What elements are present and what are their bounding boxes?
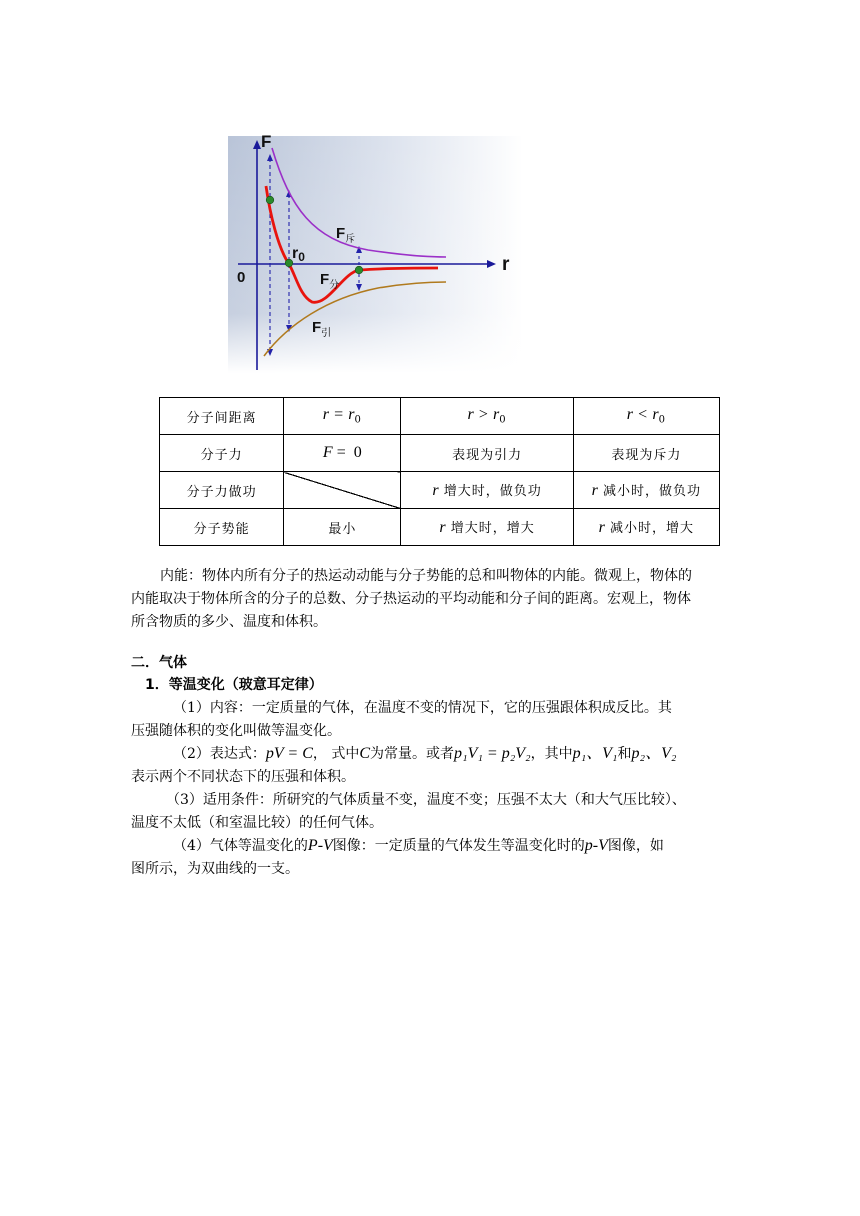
internal-energy-line-1: 内能：物体内所有分子的热运动动能与分子势能的总和叫物体的内能。微观上，物体的 bbox=[160, 568, 692, 584]
item4-line-2: 图所示，为双曲线的一支。 bbox=[131, 861, 299, 877]
net-force-label: $F_分$ bbox=[320, 271, 340, 291]
table-cell: 表现为引力 bbox=[401, 435, 573, 472]
table-cell: 分子势能 bbox=[160, 509, 284, 546]
origin-label: 0 bbox=[237, 269, 246, 286]
item1-line-1: （1）内容：一定质量的气体，在温度不变的情况下，它的压强跟体积成反比。其 bbox=[173, 700, 672, 716]
table-cell: $r < r_0$ bbox=[573, 398, 719, 435]
table-cell: $r = r_0$ bbox=[284, 398, 401, 435]
item2-line-1: （2）表达式：pV = C， 式中C为常量。或者p₁V₁ = p₂V₂，其中p₁、V₁和p₂、V₂ bbox=[173, 745, 677, 762]
attractive-force-label: $F_引$ bbox=[312, 319, 332, 339]
item4-line-1: （4）气体等温变化的P-V图像：一定质量的气体发生等温变化时的p-V图像，如 bbox=[173, 837, 664, 854]
point-right bbox=[355, 266, 363, 274]
item1-line-2: 压强随体积的变化叫做等温变化。 bbox=[131, 723, 341, 739]
x-axis-label: r bbox=[502, 254, 510, 275]
table-cell-empty bbox=[284, 472, 401, 509]
molecular-force-figure bbox=[228, 128, 523, 373]
internal-energy-line-2: 内能取决于物体所含的分子的总数、分子热运动的平均动能和分子间的距离。宏观上，物体 bbox=[131, 591, 691, 607]
table-row bbox=[160, 435, 720, 472]
table-cell: 分子力做功 bbox=[160, 472, 284, 509]
formula-pv-c: pV = C bbox=[265, 745, 313, 762]
table-row bbox=[160, 509, 720, 546]
table-cell: r 减小时，增大 bbox=[573, 509, 719, 546]
formula-boyle: p₁V₁ = p₂V₂ bbox=[454, 745, 531, 762]
item3-line-2: 温度不太低（和室温比较）的任何气体。 bbox=[131, 815, 383, 831]
table-cell: 分子间距离 bbox=[160, 398, 284, 435]
point-upper bbox=[266, 196, 274, 204]
y-axis-label: F bbox=[261, 132, 272, 151]
internal-energy-line-3: 所含物质的多少、温度和体积。 bbox=[131, 614, 327, 630]
table-cell: r 增大时，增大 bbox=[401, 509, 573, 546]
item3-line-1: （3）适用条件：所研究的气体质量不变，温度不变；压强不太大（和大气压比较）、 bbox=[166, 792, 686, 808]
section-title: 二．气体 bbox=[131, 655, 187, 671]
subsection-title: 1．等温变化（玻意耳定律） bbox=[145, 677, 323, 693]
table-cell: 分子力 bbox=[160, 435, 284, 472]
molecular-force-table bbox=[159, 397, 720, 546]
table-cell: 最小 bbox=[284, 509, 401, 546]
table-row bbox=[160, 472, 720, 509]
r0-label: r0 bbox=[292, 245, 305, 264]
table-cell: $r > r_0$ bbox=[401, 398, 573, 435]
table-cell: r 减小时，做负功 bbox=[573, 472, 719, 509]
table-row bbox=[160, 398, 720, 435]
table-cell: F = 0 bbox=[284, 435, 401, 472]
repulsive-force-label: $F_斥$ bbox=[336, 225, 356, 245]
table-cell: r 增大时，做负功 bbox=[401, 472, 573, 509]
table-cell: 表现为斥力 bbox=[573, 435, 719, 472]
item2-line-2: 表示两个不同状态下的压强和体积。 bbox=[131, 769, 355, 785]
